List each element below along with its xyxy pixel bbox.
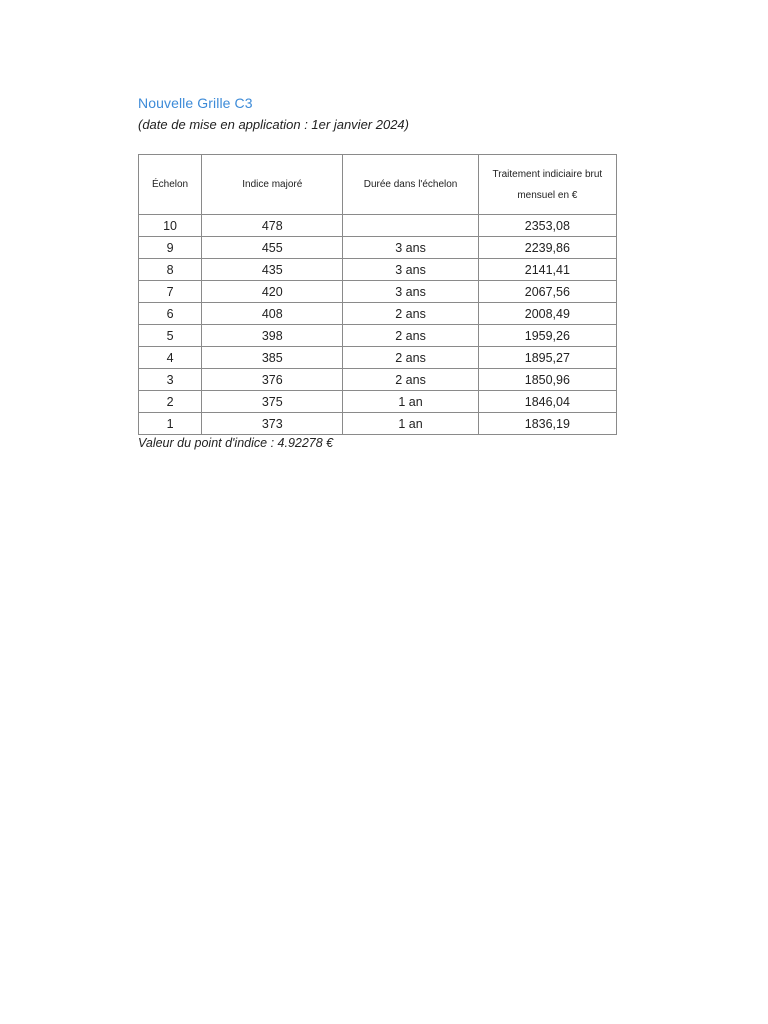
cell-traitement: 2141,41 bbox=[478, 259, 616, 281]
cell-duree: 2 ans bbox=[343, 325, 478, 347]
cell-duree: 2 ans bbox=[343, 347, 478, 369]
table-row bbox=[139, 281, 617, 303]
cell-indice-majore: 375 bbox=[202, 391, 343, 413]
cell-traitement: 1836,19 bbox=[478, 413, 616, 435]
cell-indice-majore: 455 bbox=[202, 237, 343, 259]
table-row bbox=[139, 215, 617, 237]
salary-grid-table bbox=[138, 154, 617, 435]
cell-echelon: 2 bbox=[139, 391, 202, 413]
cell-traitement: 1895,27 bbox=[478, 347, 616, 369]
page-subtitle: (date de mise en application : 1er janvier 2024) bbox=[138, 117, 409, 132]
cell-traitement: 2067,56 bbox=[478, 281, 616, 303]
cell-echelon: 3 bbox=[139, 369, 202, 391]
cell-duree: 3 ans bbox=[343, 237, 478, 259]
cell-echelon: 10 bbox=[139, 215, 202, 237]
cell-traitement: 1850,96 bbox=[478, 369, 616, 391]
cell-echelon: 8 bbox=[139, 259, 202, 281]
cell-echelon: 4 bbox=[139, 347, 202, 369]
cell-echelon: 1 bbox=[139, 413, 202, 435]
cell-duree bbox=[343, 215, 478, 237]
table-row bbox=[139, 369, 617, 391]
cell-echelon: 9 bbox=[139, 237, 202, 259]
table-header-row bbox=[139, 155, 617, 215]
cell-traitement: 1846,04 bbox=[478, 391, 616, 413]
header-duree-echelon: Durée dans l'échelon bbox=[343, 155, 478, 215]
cell-indice-majore: 385 bbox=[202, 347, 343, 369]
cell-echelon: 6 bbox=[139, 303, 202, 325]
cell-traitement: 2353,08 bbox=[478, 215, 616, 237]
header-traitement-brut-label: Traitement indiciaire brut mensuel en € bbox=[492, 168, 603, 201]
cell-indice-majore: 408 bbox=[202, 303, 343, 325]
header-traitement-brut bbox=[478, 155, 616, 215]
cell-indice-majore: 478 bbox=[202, 215, 343, 237]
cell-echelon: 7 bbox=[139, 281, 202, 303]
cell-duree: 1 an bbox=[343, 391, 478, 413]
header-echelon: Échelon bbox=[139, 155, 202, 215]
cell-indice-majore: 435 bbox=[202, 259, 343, 281]
point-indice-note: Valeur du point d'indice : 4.92278 € bbox=[138, 436, 334, 450]
cell-indice-majore: 373 bbox=[202, 413, 343, 435]
cell-duree: 1 an bbox=[343, 413, 478, 435]
header-indice-majore: Indice majoré bbox=[202, 155, 343, 215]
cell-indice-majore: 398 bbox=[202, 325, 343, 347]
cell-duree: 2 ans bbox=[343, 369, 478, 391]
table-row bbox=[139, 347, 617, 369]
cell-traitement: 2239,86 bbox=[478, 237, 616, 259]
table-body bbox=[139, 215, 617, 435]
cell-indice-majore: 420 bbox=[202, 281, 343, 303]
table-row bbox=[139, 325, 617, 347]
cell-duree: 3 ans bbox=[343, 281, 478, 303]
table-row bbox=[139, 237, 617, 259]
cell-indice-majore: 376 bbox=[202, 369, 343, 391]
cell-traitement: 1959,26 bbox=[478, 325, 616, 347]
cell-echelon: 5 bbox=[139, 325, 202, 347]
cell-duree: 3 ans bbox=[343, 259, 478, 281]
table-row bbox=[139, 303, 617, 325]
cell-traitement: 2008,49 bbox=[478, 303, 616, 325]
table-row bbox=[139, 391, 617, 413]
table-row bbox=[139, 413, 617, 435]
cell-duree: 2 ans bbox=[343, 303, 478, 325]
table-row bbox=[139, 259, 617, 281]
page-title: Nouvelle Grille C3 bbox=[138, 95, 253, 111]
